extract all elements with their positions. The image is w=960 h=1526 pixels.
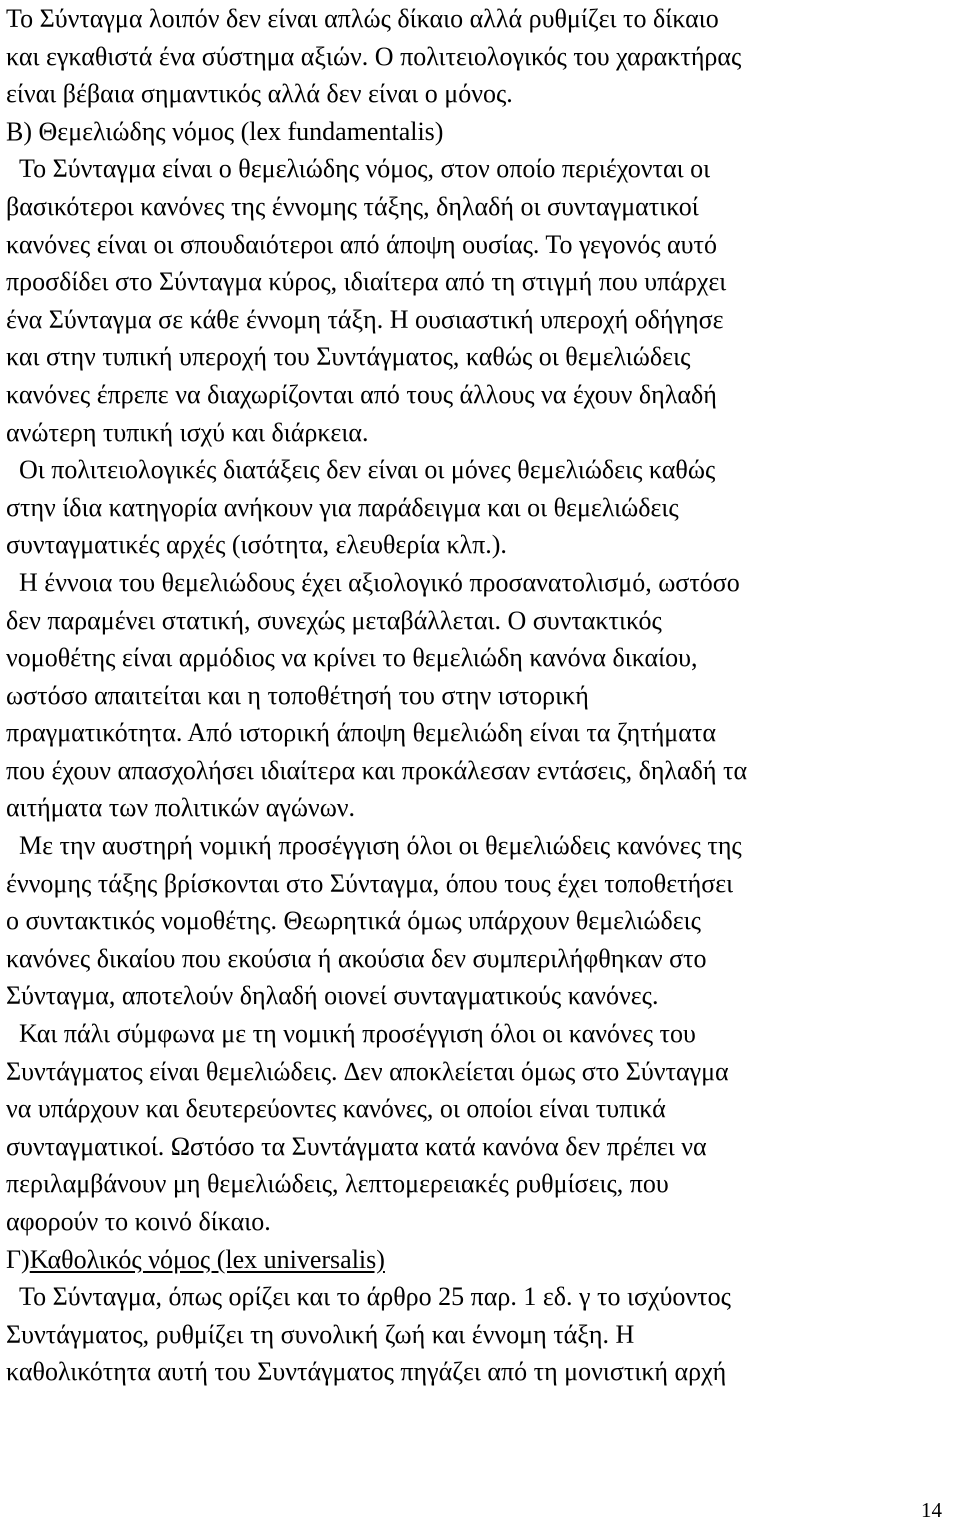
text-line: ο συντακτικός νομοθέτης. Θεωρητικά όμως υπάρχουν θεμελιώδεις: [6, 906, 701, 936]
text-line: που έχουν απασχολήσει ιδιαίτερα και προκάλεσαν εντάσεις, δηλαδή τα: [6, 755, 748, 785]
text-line: στην ίδια κατηγορία ανήκουν για παράδειγμα και οι θεμελιώδεις: [6, 492, 679, 522]
text-line: καθολικότητα αυτή του Συντάγματος πηγάζει από τη μονιστική αρχή: [6, 1357, 727, 1387]
text-line: περιλαμβάνουν μη θεμελιώδεις, λεπτομερειακές ρυθμίσεις, που: [6, 1169, 669, 1199]
page-number: 14: [921, 1498, 942, 1522]
text-line: αιτήματα των πολιτικών αγώνων.: [6, 793, 356, 823]
paragraph-start-line: Το Σύνταγμα είναι ο θεμελιώδης νόμος, στον οποίο περιέχονται οι: [19, 154, 711, 184]
text-line: Σύνταγμα, αποτελούν δηλαδή οιονεί συνταγματικούς κανόνες.: [6, 981, 659, 1011]
text-line: Συντάγματος, ρυθμίζει τη συνολική ζωή και έννομη τάξη. Η: [6, 1319, 635, 1349]
section-heading-c-title: Καθολικός νόμος (lex universalis): [29, 1244, 385, 1274]
text-line: Συντάγματος είναι θεμελιώδεις. ∆εν αποκλείεται όμως στο Σύνταγμα: [6, 1056, 729, 1086]
text-line: συνταγματικοί. Ωστόσο τα Συντάγματα κατά κανόνα δεν πρέπει να: [6, 1131, 707, 1161]
text-line: πραγματικότητα. Από ιστορική άποψη θεμελιώδη είναι τα ζητήματα: [6, 718, 716, 748]
text-line: Το Σύνταγμα λοιπόν δεν είναι απλώς δίκαιο αλλά ρυθμίζει το δίκαιο: [6, 4, 719, 33]
text-line: ανώτερη τυπική ισχύ και διάρκεια.: [6, 417, 369, 447]
text-line: συνταγματικές αρχές (ισότητα, ελευθερία κλπ.).: [6, 530, 507, 560]
text-line: δεν παραμένει στατική, συνεχώς μεταβάλλεται. Ο συντακτικός: [6, 605, 662, 635]
section-heading-c: [6, 1241, 956, 1279]
section-heading-c-marker: Γ): [6, 1244, 30, 1274]
text-line: ωστόσο απαιτείται και η τοποθέτησή του στην ιστορική: [6, 680, 589, 710]
text-line: και στην τυπική υπεροχή του Συντάγματος, καθώς οι θεμελιώδεις: [6, 342, 691, 372]
paragraph-start-line: Η έννοια του θεμελιώδους έχει αξιολογικό προσανατολισμό, ωστόσο: [19, 567, 740, 597]
section-heading-b: Β) Θεμελιώδης νόμος (lex fundamentalis): [6, 116, 444, 146]
paragraph-start-line: Το Σύνταγμα, όπως ορίζει και το άρθρο 25 παρ. 1 εδ. γ το ισχύοντος: [19, 1282, 731, 1312]
text-line: και εγκαθιστά ένα σύστημα αξιών. Ο πολιτειολογικός του χαρακτήρας: [6, 41, 742, 71]
paragraph-start-line: Οι πολιτειολογικές διατάξεις δεν είναι οι μόνες θεμελιώδεις καθώς: [19, 455, 716, 485]
text-line: είναι βέβαια σημαντικός αλλά δεν είναι ο μόνος.: [6, 79, 513, 109]
paragraph-start-line: Με την αυστηρή νομική προσέγγιση όλοι οι θεμελιώδεις κανόνες της: [19, 831, 742, 861]
text-line: νομοθέτης είναι αρμόδιος να κρίνει το θεμελιώδη κανόνα δικαίου,: [6, 643, 698, 673]
paragraph-start-line: Και πάλι σύμφωνα με τη νομική προσέγγιση όλοι οι κανόνες του: [19, 1019, 696, 1049]
text-line: κανόνες δικαίου που εκούσια ή ακούσια δεν συμπεριλήφθηκαν στο: [6, 943, 707, 973]
text-line: αφορούν το κοινό δίκαιο.: [6, 1207, 271, 1236]
text-line: έννομης τάξης βρίσκονται στο Σύνταγμα, όπου τους έχει τοποθετήσει: [6, 868, 734, 898]
text-line: βασικότεροι κανόνες της έννομης τάξης, δηλαδή οι συνταγματικοί: [6, 191, 699, 221]
text-line: κανόνες έπρεπε να διαχωρίζονται από τους άλλους να έχουν δηλαδή: [6, 379, 717, 409]
text-line: κανόνες είναι οι σπουδαιότεροι από άποψη ουσίας. Το γεγονός αυτό: [6, 229, 717, 259]
document-body: [6, 0, 956, 1391]
text-line: να υπάρχουν και δευτερεύοντες κανόνες, οι οποίοι είναι τυπικά: [6, 1094, 666, 1124]
text-line: προσδίδει στο Σύνταγμα κύρος, ιδιαίτερα από τη στιγμή που υπάρχει: [6, 267, 727, 297]
text-line: ένα Σύνταγμα σε κάθε έννομη τάξη. Η ουσιαστική υπεροχή οδήγησε: [6, 304, 724, 334]
